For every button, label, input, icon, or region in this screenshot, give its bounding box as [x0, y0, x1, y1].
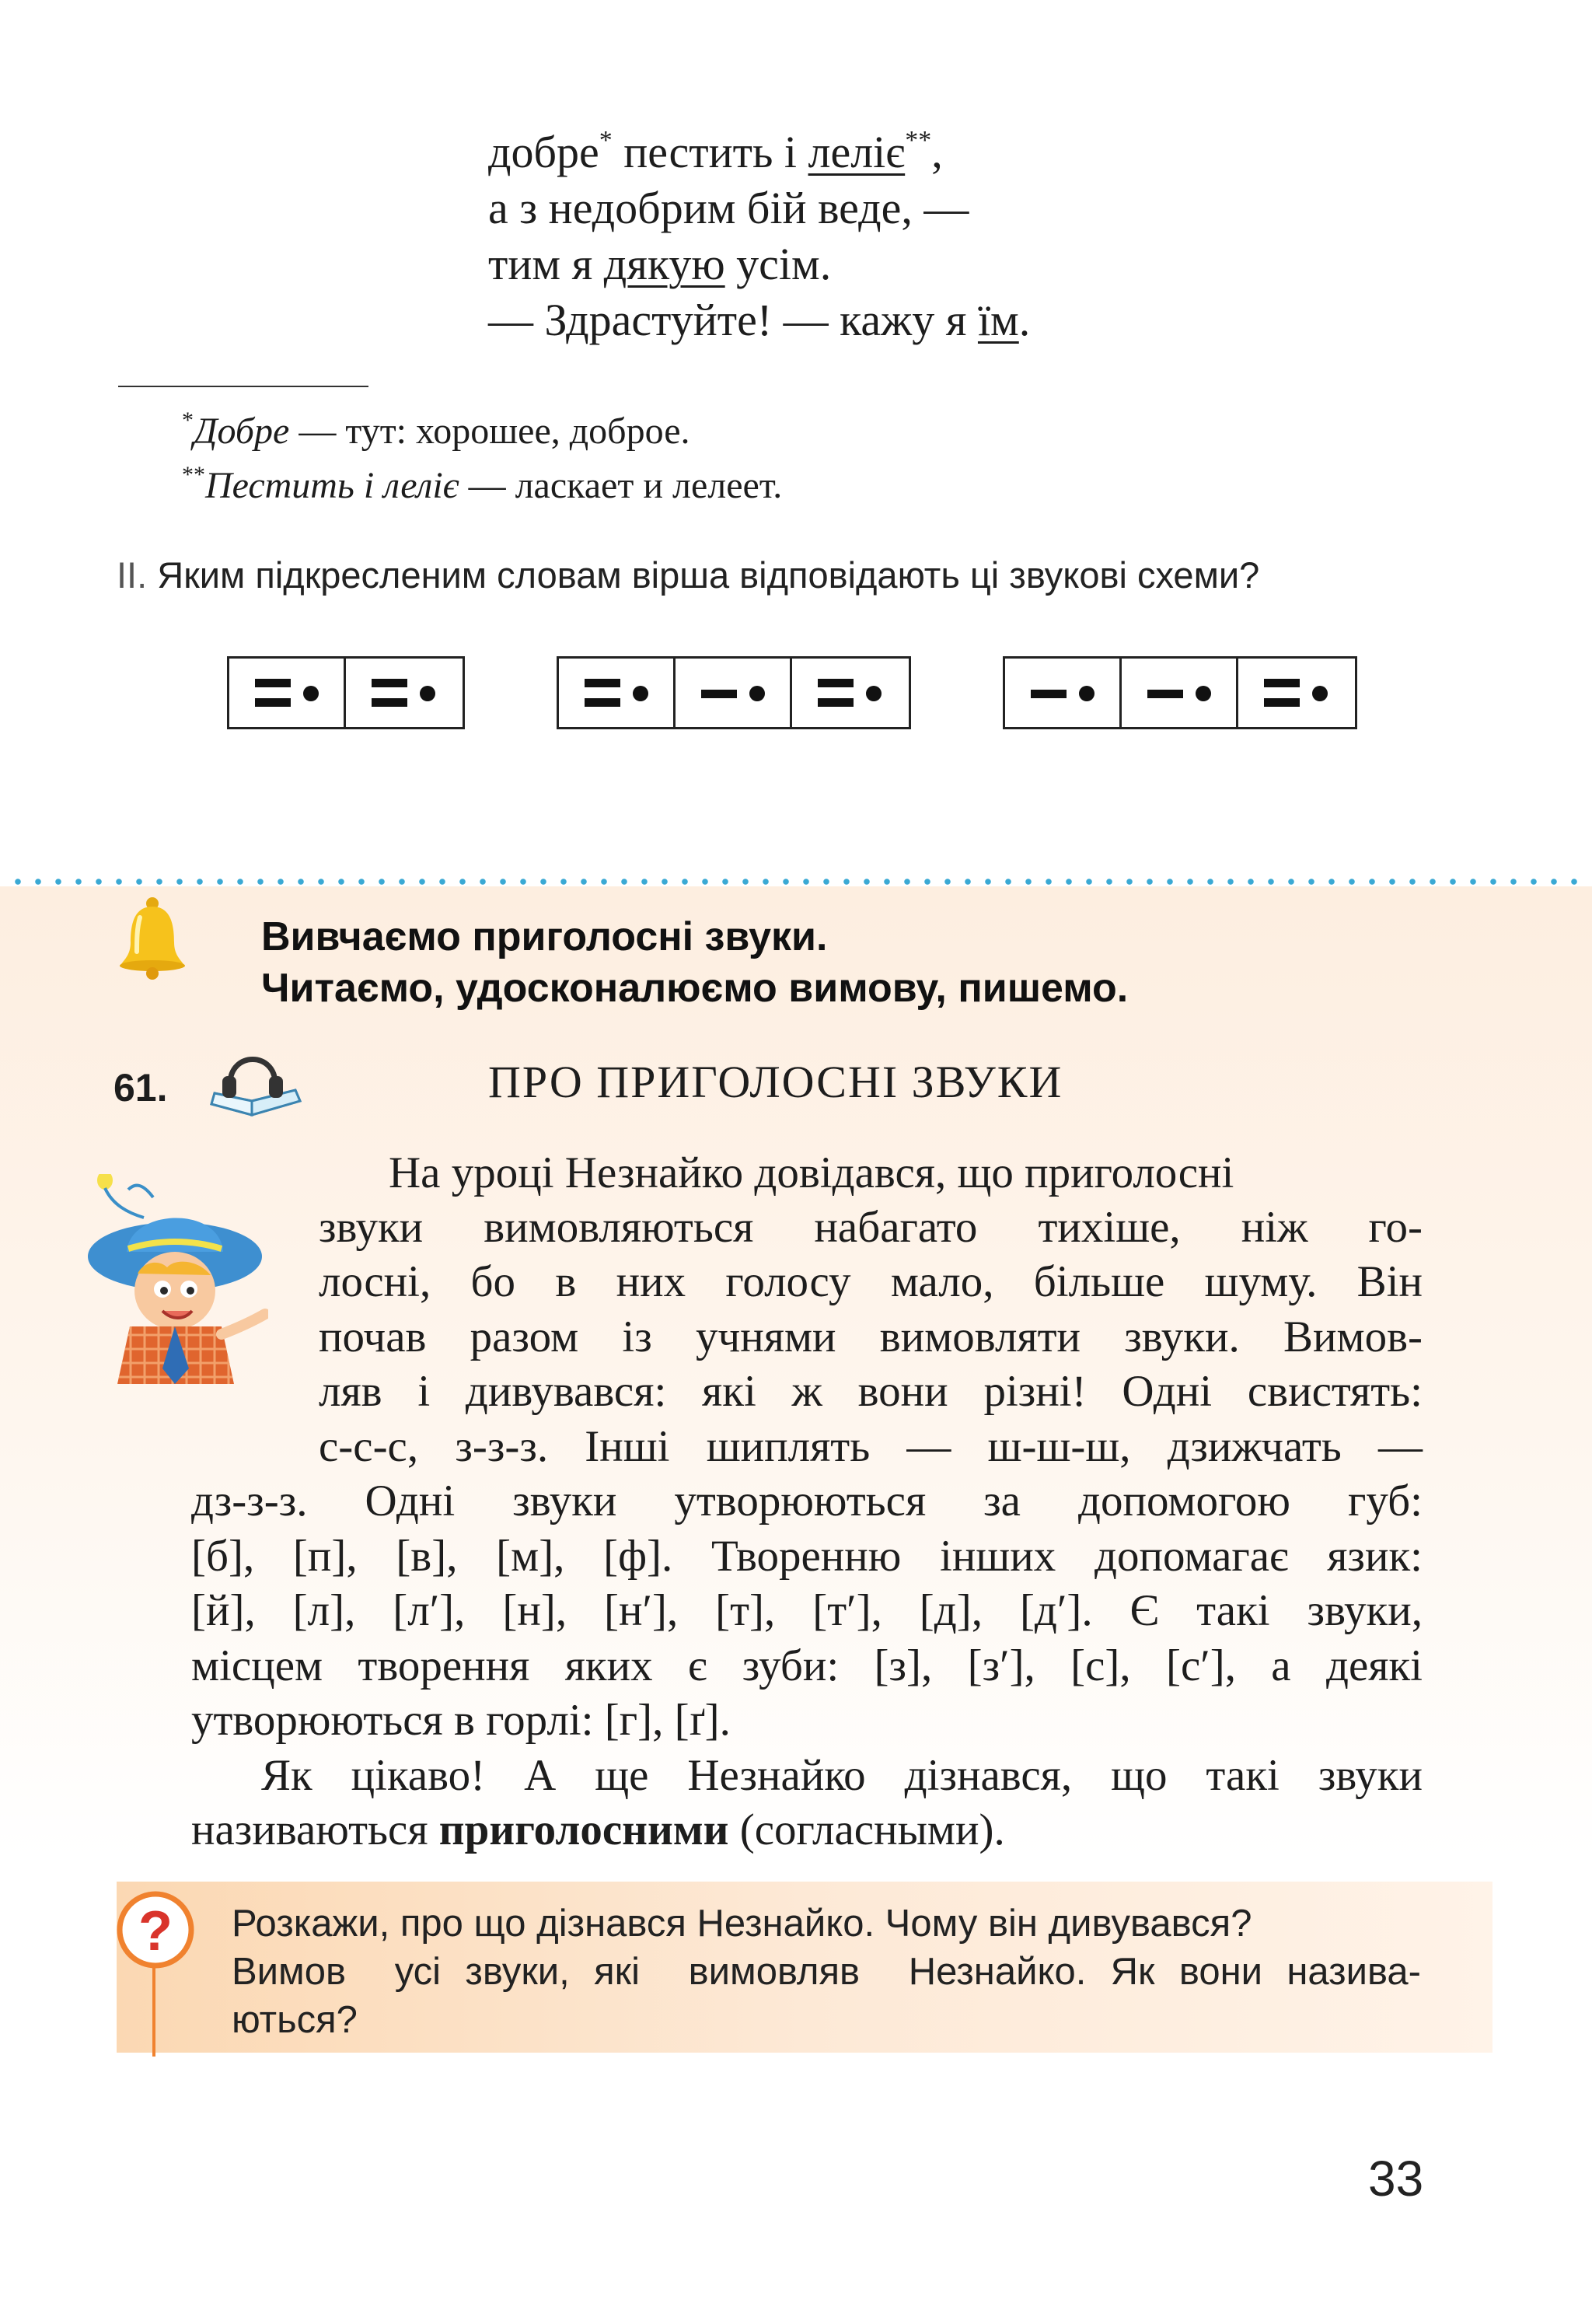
- footnote-term: Добре: [194, 411, 290, 452]
- underlined-word: їм: [977, 295, 1019, 345]
- exercise-number: 61.: [113, 1066, 168, 1110]
- text-line-7: дз-з-з. Одні звуки утворюються за допомогою губ:: [191, 1477, 1423, 1525]
- svg-text:?: ?: [138, 1900, 173, 1962]
- task-2: [117, 554, 1259, 596]
- dotted-separator: [8, 879, 1586, 885]
- poem-text: тим я: [488, 239, 604, 289]
- sound-scheme-2: [557, 656, 911, 729]
- poem-line-4: [488, 292, 1030, 348]
- text-fragment: (согласными).: [728, 1805, 1005, 1854]
- text-fragment: називаються: [191, 1805, 439, 1854]
- sound-scheme-1: [227, 656, 465, 729]
- poem-line-1: [488, 124, 1030, 180]
- scheme-cell: [676, 659, 792, 727]
- neznaika-illustration: [82, 1174, 268, 1388]
- underlined-word: леліє: [808, 127, 906, 177]
- section-heading: [261, 911, 1128, 1014]
- scheme-cell: [792, 659, 909, 727]
- text-line-11: утворюються в горлі: [г], [ґ].: [191, 1696, 731, 1745]
- poem-text: .: [1018, 295, 1031, 345]
- scheme-cell: [559, 659, 676, 727]
- footnote-mark: **: [182, 462, 205, 488]
- poem-text: пестить і: [612, 127, 808, 177]
- task-text: Яким підкресленим словам вірша відповідають ці звукові схеми?: [147, 554, 1260, 596]
- text-line-8: [б], [п], [в], [м], [ф]. Творенню інших допомагає язик:: [191, 1532, 1423, 1581]
- underlined-word: дякую: [603, 239, 725, 289]
- sound-scheme-3: [1003, 656, 1357, 729]
- key-term: приголосними: [438, 1805, 729, 1854]
- text-line-10: місцем творення яких є зуби: [з], [з′], [с], [с′], а деякі: [191, 1641, 1423, 1690]
- footnote-text: — ласкает и лелеет.: [459, 465, 783, 506]
- text-line-5: ляв і дивувався: які ж вони різні! Одні свистять:: [319, 1367, 1423, 1416]
- question-line-2: Вимов усі звуки, які вимовляв Незнайко. Як вони назива-: [232, 1951, 1421, 1993]
- footnote-divider: [118, 386, 368, 387]
- scheme-cell: [229, 659, 346, 727]
- question-line-1: Розкажи, про що дізнався Незнайко. Чому він дивувався?: [232, 1903, 1252, 1945]
- page-number: 33: [1368, 2151, 1424, 2207]
- question-line-3: ються?: [232, 1999, 358, 2041]
- section-heading-line-1: Вивчаємо приголосні звуки.: [261, 914, 828, 959]
- poem: [488, 124, 1030, 348]
- text-line-3: лосні, бо в них голосу мало, більше шуму. Він: [319, 1257, 1423, 1306]
- bell-icon: [117, 894, 188, 980]
- footnote-1: [182, 404, 690, 459]
- text-line-1: На уроці Незнайко довідався, що приголосні: [389, 1148, 1234, 1197]
- footnote-term: Пестить і леліє: [205, 465, 459, 506]
- headphones-book-icon: [204, 1034, 305, 1127]
- footnote-mark: *: [182, 407, 194, 433]
- text-line-9: [й], [л], [л′], [н], [н′], [т], [т′], [д], [д′]. Є такі звуки,: [191, 1586, 1423, 1635]
- poem-word-dobre: добре: [488, 127, 599, 177]
- exercise-title: ПРО ПРИГОЛОСНІ ЗВУКИ: [488, 1057, 1063, 1107]
- scheme-cell: [346, 659, 463, 727]
- poem-line-2: а з недобрим бій веде, —: [488, 183, 969, 233]
- section-heading-line-2: Читаємо, удосконалюємо вимову, пишемо.: [261, 966, 1129, 1011]
- task-number: II.: [117, 554, 148, 596]
- text-line-2: звуки вимовляються набагато тихіше, ніж го-: [319, 1203, 1423, 1252]
- footnote-text: — тут: хорошее, доброе.: [289, 411, 690, 452]
- scheme-cell: [1238, 659, 1355, 727]
- footnote-mark: *: [599, 126, 613, 155]
- poem-text: усім.: [724, 239, 832, 289]
- text-line-4: почав разом із учнями вимовляти звуки. Вимов-: [319, 1312, 1423, 1361]
- poem-line-3: [488, 236, 1030, 292]
- footnote-2: [182, 459, 782, 513]
- text-line-6: с-с-с, з-з-з. Інші шиплять — ш-ш-ш, дзижчать —: [319, 1422, 1423, 1471]
- scheme-cell: [1122, 659, 1238, 727]
- question-mark-icon: [115, 1889, 196, 1975]
- sound-schemes: [0, 656, 1592, 731]
- text-line-13: [191, 1803, 1005, 1858]
- poem-text: — Здрастуйте! — кажу я: [488, 295, 978, 345]
- scheme-cell: [1005, 659, 1122, 727]
- poem-text: ,: [931, 127, 943, 177]
- footnote-mark: **: [905, 126, 932, 155]
- text-line-12: Як цікаво! А ще Незнайко дізнався, що такі звуки: [261, 1751, 1423, 1800]
